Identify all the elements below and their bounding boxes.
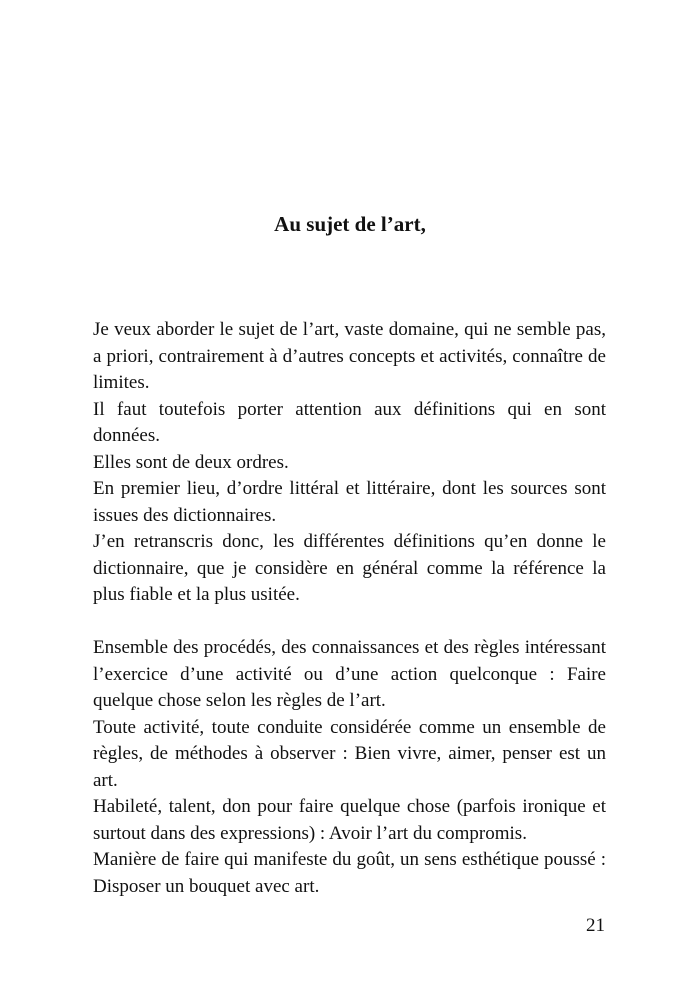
intro-paragraph: Il faut toutefois porter attention aux définitions qui en sont données. xyxy=(93,398,606,446)
intro-paragraph: Elles sont de deux ordres. xyxy=(93,451,289,473)
page-number: 21 xyxy=(586,915,605,936)
definition-paragraph: Toute activité, toute conduite considérée comme un ensemble de règles, de méthodes à observer : Bien vivre, aimer, penser est un art. xyxy=(93,716,606,791)
intro-paragraph: En premier lieu, d’ordre littéral et littéraire, dont les sources sont issues des dictionnaires. xyxy=(93,478,606,526)
definition-paragraph: Habileté, talent, don pour faire quelque chose (parfois ironique et surtout dans des expressions) : Avoir l’art du compromis. xyxy=(93,796,606,844)
definition-paragraph: Manière de faire qui manifeste du goût, un sens esthétique poussé : Disposer un bouquet avec art. xyxy=(93,849,606,897)
chapter-title: Au sujet de l’art, xyxy=(274,212,426,236)
intro-paragraph: J’en retranscris donc, les différentes définitions qu’en donne le dictionnaire, que je considère en général comme la référence la plus fiable et la plus usitée. xyxy=(93,531,606,605)
chapter-body xyxy=(93,317,606,900)
definition-paragraph: Ensemble des procédés, des connaissances et des règles intéressant l’exercice d’une activité ou d’une action quelconque : Faire quelque chose selon les règles de l’art. xyxy=(93,637,606,711)
paragraph-gap xyxy=(93,609,606,636)
intro-paragraph: Je veux aborder le sujet de l’art, vaste domaine, qui ne semble pas, a priori, contrairement à d’autres concepts et activités, connaître de limites. xyxy=(93,319,606,393)
